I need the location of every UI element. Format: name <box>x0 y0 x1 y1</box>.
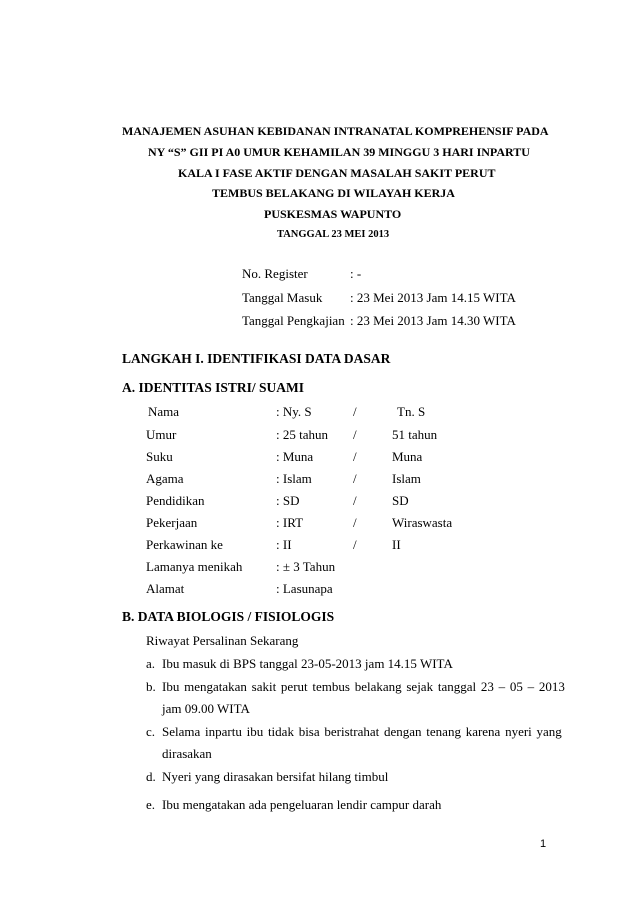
separator: / <box>353 515 357 530</box>
wife-value: : Muna <box>276 449 314 464</box>
wife-value: : 25 tahun <box>276 427 328 442</box>
title-line-4: TEMBUS BELAKANG DI WILAYAH KERJA <box>212 186 455 200</box>
husband-value: 51 tahun <box>392 427 438 442</box>
husband-value: SD <box>392 493 409 508</box>
identity-label: Nama <box>148 404 180 419</box>
identity-label: Perkawinan ke <box>146 537 223 552</box>
register-label: No. Register <box>242 266 308 281</box>
separator: / <box>353 449 357 464</box>
title-line-2: NY “S” GII PI A0 UMUR KEHAMILAN 39 MINGGU 3 HARI INPARTU <box>148 145 530 159</box>
list-marker: c. <box>146 724 156 739</box>
list-item: Nyeri yang dirasakan bersifat hilang timbul <box>162 769 389 784</box>
register-value: : - <box>350 266 362 281</box>
list-marker: d. <box>146 769 156 784</box>
wife-value: : Islam <box>276 471 312 486</box>
admission-date-value: : 23 Mei 2013 Jam 14.15 WITA <box>350 290 516 305</box>
husband-value: Islam <box>392 471 421 486</box>
list-marker: e. <box>146 797 156 812</box>
wife-value: : II <box>276 537 292 552</box>
separator: / <box>353 537 357 552</box>
identity-label: Lamanya menikah <box>146 559 243 574</box>
page-number: 1 <box>540 838 547 850</box>
document-date: TANGGAL 23 MEI 2013 <box>277 229 390 240</box>
list-item: Selama inpartu ibu tidak bisa beristrahat dengan tenang karena nyeri yang <box>162 724 562 739</box>
title-line-5: PUSKESMAS WAPUNTO <box>264 207 402 221</box>
section-b-heading: B. DATA BIOLOGIS / FISIOLOGIS <box>122 609 335 624</box>
assessment-date-value: : 23 Mei 2013 Jam 14.30 WITA <box>350 313 516 328</box>
list-item: Ibu mengatakan sakit perut tembus belakang sejak tanggal 23 – 05 – 2013 <box>162 679 565 694</box>
identity-label: Suku <box>146 449 173 464</box>
separator: / <box>353 427 357 442</box>
separator: / <box>353 404 357 419</box>
title-line-3: KALA I FASE AKTIF DENGAN MASALAH SAKIT PERUT <box>178 166 496 180</box>
husband-value: Tn. S <box>397 404 426 419</box>
wife-value: : Ny. S <box>276 404 312 419</box>
assessment-date-label: Tanggal Pengkajian <box>242 313 345 328</box>
identity-label: Pekerjaan <box>146 515 198 530</box>
title-line-1: MANAJEMEN ASUHAN KEBIDANAN INTRANATAL KOMPREHENSIF PADA <box>122 124 549 138</box>
section-b-subheading: Riwayat Persalinan Sekarang <box>146 633 299 648</box>
separator: / <box>353 493 357 508</box>
separator: / <box>353 471 357 486</box>
step-heading: LANGKAH I. IDENTIFIKASI DATA DASAR <box>122 351 391 366</box>
husband-value: Muna <box>392 449 423 464</box>
list-item: Ibu mengatakan ada pengeluaran lendir campur darah <box>162 797 442 812</box>
husband-value: II <box>392 537 401 552</box>
identity-label: Alamat <box>146 581 185 596</box>
identity-label: Pendidikan <box>146 493 205 508</box>
wife-value: : ± 3 Tahun <box>276 559 336 574</box>
list-marker: a. <box>146 656 156 671</box>
list-item-continuation: dirasakan <box>162 746 212 761</box>
wife-value: : Lasunapa <box>276 581 333 596</box>
husband-value: Wiraswasta <box>392 515 453 530</box>
wife-value: : IRT <box>276 515 304 530</box>
admission-date-label: Tanggal Masuk <box>242 290 323 305</box>
wife-value: : SD <box>276 493 300 508</box>
list-marker: b. <box>146 679 156 694</box>
identity-label: Umur <box>146 427 177 442</box>
list-item-continuation: jam 09.00 WITA <box>162 701 250 716</box>
section-a-heading: A. IDENTITAS ISTRI/ SUAMI <box>122 380 305 395</box>
list-item: Ibu masuk di BPS tanggal 23-05-2013 jam 14.15 WITA <box>162 656 453 671</box>
identity-label: Agama <box>146 471 184 486</box>
